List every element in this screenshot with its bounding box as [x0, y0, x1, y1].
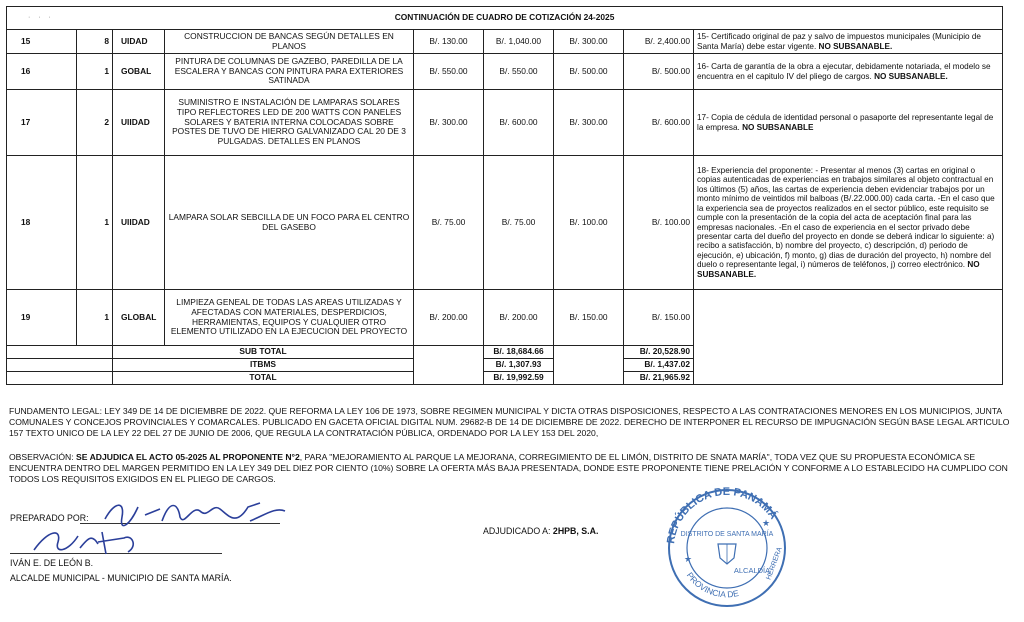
requirement-text: 15- Certificado original de paz y salvo de impuestos municipales (Municipio de Santa María) debe estar vigente. — [697, 32, 981, 51]
unit: UIIDAD — [113, 90, 165, 156]
svg-text:★: ★ — [684, 554, 693, 564]
requirement — [694, 290, 1003, 385]
offer2-total: B/. 2,400.00 — [624, 30, 694, 54]
requirement-note: NO SUBSANABLE. — [818, 41, 893, 51]
svg-text:★: ★ — [762, 518, 771, 528]
table-title: CONTINUACIÓN DE CUADRO DE COTIZACIÓN 24-2025 — [7, 7, 1003, 30]
offer1-unit-price: B/. 75.00 — [414, 156, 484, 290]
table-row — [7, 156, 1003, 290]
offer2-unit-price: B/. 100.00 — [554, 156, 624, 290]
unit: UIIDAD — [113, 156, 165, 290]
item-number: 15 — [7, 30, 77, 54]
awarded-company: 2HPB, S.A. — [552, 526, 599, 536]
total-offer1: B/. 19,992.59 — [484, 372, 554, 385]
mayor-signature — [28, 524, 148, 558]
offer2-total: B/. 150.00 — [624, 290, 694, 346]
requirement-note: NO SUBSANABLE. — [874, 71, 948, 81]
description: LAMPARA SOLAR SEBCILLA DE UN FOCO PARA EL CENTRO DEL GASEBO — [165, 156, 414, 290]
offer2-unit-price: B/. 300.00 — [554, 90, 624, 156]
prepared-by-label: PREPARADO POR: — [10, 513, 89, 523]
offer1-total: B/. 600.00 — [484, 90, 554, 156]
offer1-total: B/. 75.00 — [484, 156, 554, 290]
subtotal-label: SUB TOTAL — [113, 346, 414, 359]
unit: GOBAL — [113, 54, 165, 90]
item-number: 18 — [7, 156, 77, 290]
awarded-label: ADJUDICADO A: — [483, 526, 551, 536]
offer2-unit-price: B/. 300.00 — [554, 30, 624, 54]
mayor-name: IVÁN E. DE LEÓN B. — [10, 558, 94, 568]
quotation-table — [6, 6, 1003, 385]
itbms-offer1: B/. 1,307.93 — [484, 359, 554, 372]
svg-text:DISTRITO DE SANTA MARÍA: DISTRITO DE SANTA MARÍA — [680, 531, 774, 538]
header-marks: · · · — [28, 14, 54, 21]
municipal-seal-stamp — [652, 478, 802, 608]
itbms-offer2: B/. 1,437.02 — [624, 359, 694, 372]
quantity: 2 — [77, 90, 113, 156]
table-row — [7, 90, 1003, 156]
requirement-text: 16- Carta de garantía de la obra a ejecutar, debidamente notariada, el modelo se encuentra en el capitulo IV del pliego de cargos. — [697, 62, 991, 81]
total-offer2: B/. 21,965.92 — [624, 372, 694, 385]
offer1-unit-price: B/. 200.00 — [414, 290, 484, 346]
svg-text:ALCALDÍA: ALCALDÍA — [733, 566, 771, 575]
legal-basis: FUNDAMENTO LEGAL: LEY 349 DE 14 DE DICIEMBRE DE 2022. QUE REFORMA LA LEY 106 DE 1973, SOBRE REGIMEN MUNICIPAL Y DICTA OTRAS DISPOSICIONES, RESPECTO A LAS CONTRATACIONES MENORES EN LOS MUNICIPIOS, JUNTA COMUNALES Y CONCEJOS PROVINCIALES Y COMARCALES. PUBLICADO EN GACETA OFICIAL DIGITAL NUM. 29682-B DE 14 DE DICIEMBRE DE 2022. DERECHO DE INTERPONER EL RECURSO DE IMPUGNACIÓN SEGÚN BASE LEGAL ARTICULO 157 TEXTO UNICO DE LA LEY 22 DEL 27 DE JUNIO DE 2006, QUE REGULA LA CONTRATACIÓN PÚBLICA, ORDENADO POR LA LEY 153 DEL 2020, — [9, 406, 1010, 439]
unit: GLOBAL — [113, 290, 165, 346]
total-label: TOTAL — [113, 372, 414, 385]
svg-text:PROVINCIA DE: PROVINCIA DE — [684, 570, 740, 600]
offer2-unit-price: B/. 150.00 — [554, 290, 624, 346]
svg-text:REPÚBLICA DE PANAMÁ: REPÚBLICA DE PANAMÁ — [665, 485, 780, 545]
quantity: 1 — [77, 156, 113, 290]
offer1-total: B/. 200.00 — [484, 290, 554, 346]
mayor-role: ALCALDE MUNICIPAL - MUNICIPIO DE SANTA MARÍA. — [10, 573, 232, 583]
quantity: 8 — [77, 30, 113, 54]
description: SUMINISTRO E INSTALACIÓN DE LAMPARAS SOLARES TIPO REFLECTORES LED DE 200 WATTS CON PANELES SOLARES Y BATERIA INTERNA COLOCADAS SOBRE POSTES DE TUVO DE HIERRO GALVANIZADO CAL 20 DE 3 PULGADAS. DETALLES EN PLANOS — [165, 90, 414, 156]
requirement — [694, 54, 1003, 90]
item-number: 16 — [7, 54, 77, 90]
offer2-total: B/. 500.00 — [624, 54, 694, 90]
observation-label: OBSERVACIÓN: — [9, 452, 74, 462]
description: LIMPIEZA GENEAL DE TODAS LAS AREAS UTILIZADAS Y AFECTADAS CON MATERIALES, DESPERDICIOS, HERRAMIENTAS, EQUIPOS Y CUALQUIER OTRO ELEMENTO UTILIZADO EN LA EJECUCION DEL PROYECTO — [165, 290, 414, 346]
requirement-note: NO SUBSANABLE — [742, 122, 814, 132]
requirement-note: NO SUBSANABLE. — [697, 260, 980, 279]
requirement — [694, 30, 1003, 54]
unit: UIDAD — [113, 30, 165, 54]
requirement — [694, 90, 1003, 156]
svg-text:HERRERA: HERRERA — [765, 546, 784, 581]
subtotal-offer2: B/. 20,528.90 — [624, 346, 694, 359]
item-number: 17 — [7, 90, 77, 156]
description: CONSTRUCCION DE BANCAS SEGÚN DETALLES EN PLANOS — [165, 30, 414, 54]
requirement — [694, 156, 1003, 290]
table-row — [7, 54, 1003, 90]
subtotal-offer1: B/. 18,684.66 — [484, 346, 554, 359]
offer1-total: B/. 1,040.00 — [484, 30, 554, 54]
quantity: 1 — [77, 54, 113, 90]
offer1-unit-price: B/. 550.00 — [414, 54, 484, 90]
offer2-total: B/. 100.00 — [624, 156, 694, 290]
table-row — [7, 290, 1003, 346]
quantity: 1 — [77, 290, 113, 346]
table-row — [7, 30, 1003, 54]
awarded-to — [483, 526, 598, 536]
observation-detail: , PARA "MEJORAMIENTO AL PARQUE LA MEJORANA, CORREGIMIENTO DE EL LIMÓN, DISTRITO DE SNATA MARÍA", TODA VEZ QUE SU PROPUESTA ECONÓMICA SE ENCUENTRA DENTRO DEL MARGEN PERMITIDO EN LA LEY 349 DEL DIEZ POR CIENTO (10%) SOBRE LA OFERTA MÁS BAJA PRESENTADA, DONDE ESTE PROPONENTE TIENE PRELACIÓN Y CONFORME A LO ESTABLECIDO HA CUMPLIDO CON TODOS LOS REQUISITOS EXIGIDOS EN EL PLIEGO DE CARGOS. — [9, 452, 1008, 485]
offer1-unit-price: B/. 300.00 — [414, 90, 484, 156]
observation-decision: SE ADJUDICA EL ACTO 05-2025 AL PROPONENTE N°2 — [76, 452, 300, 462]
offer2-unit-price: B/. 500.00 — [554, 54, 624, 90]
requirement-text: 18- Experiencia del proponente: - Presentar al menos (3) cartas en original o copias autenticadas de experiencias en trabajos similares al objeto contractual en los últimos (5) años, las cartas de experiencia deben evidenciar trabajos por un monto mínimo de veintidos mil balboas (B/.22.000.00) cada carta. -En el caso que la experiencia sea de proyectos realizados en el sector público, este requisito se cumple con la presentación de la copia del acta de aceptación final para las empresas nacionales. -En el caso de experiencia en el sector privado debe presentar carta del dueño del proyecto en donde se deberá indicar lo siguiente: a) recibo a satisfacción, b) nombre del proyecto, c) descripción, d) periodo de ejecución, e) ubicación, f) monto, g) dias de duración del proyecto, h) nombre del duelo o representante legal, i) números de teléfonos, j) correo electrónico. — [697, 165, 995, 270]
observation — [9, 452, 1011, 486]
requirement-text: 17- Copia de cédula de identidad personal o pasaporte del representante legal de la empresa. — [697, 113, 994, 132]
offer2-total: B/. 600.00 — [624, 90, 694, 156]
offer1-total: B/. 550.00 — [484, 54, 554, 90]
item-number: 19 — [7, 290, 77, 346]
itbms-label: ITBMS — [113, 359, 414, 372]
offer1-unit-price: B/. 130.00 — [414, 30, 484, 54]
description: PINTURA DE COLUMNAS DE GAZEBO, PAREDILLA DE LA ESCALERA Y BANCAS CON PINTURA PARA EXTERIORES SATINADA — [165, 54, 414, 90]
